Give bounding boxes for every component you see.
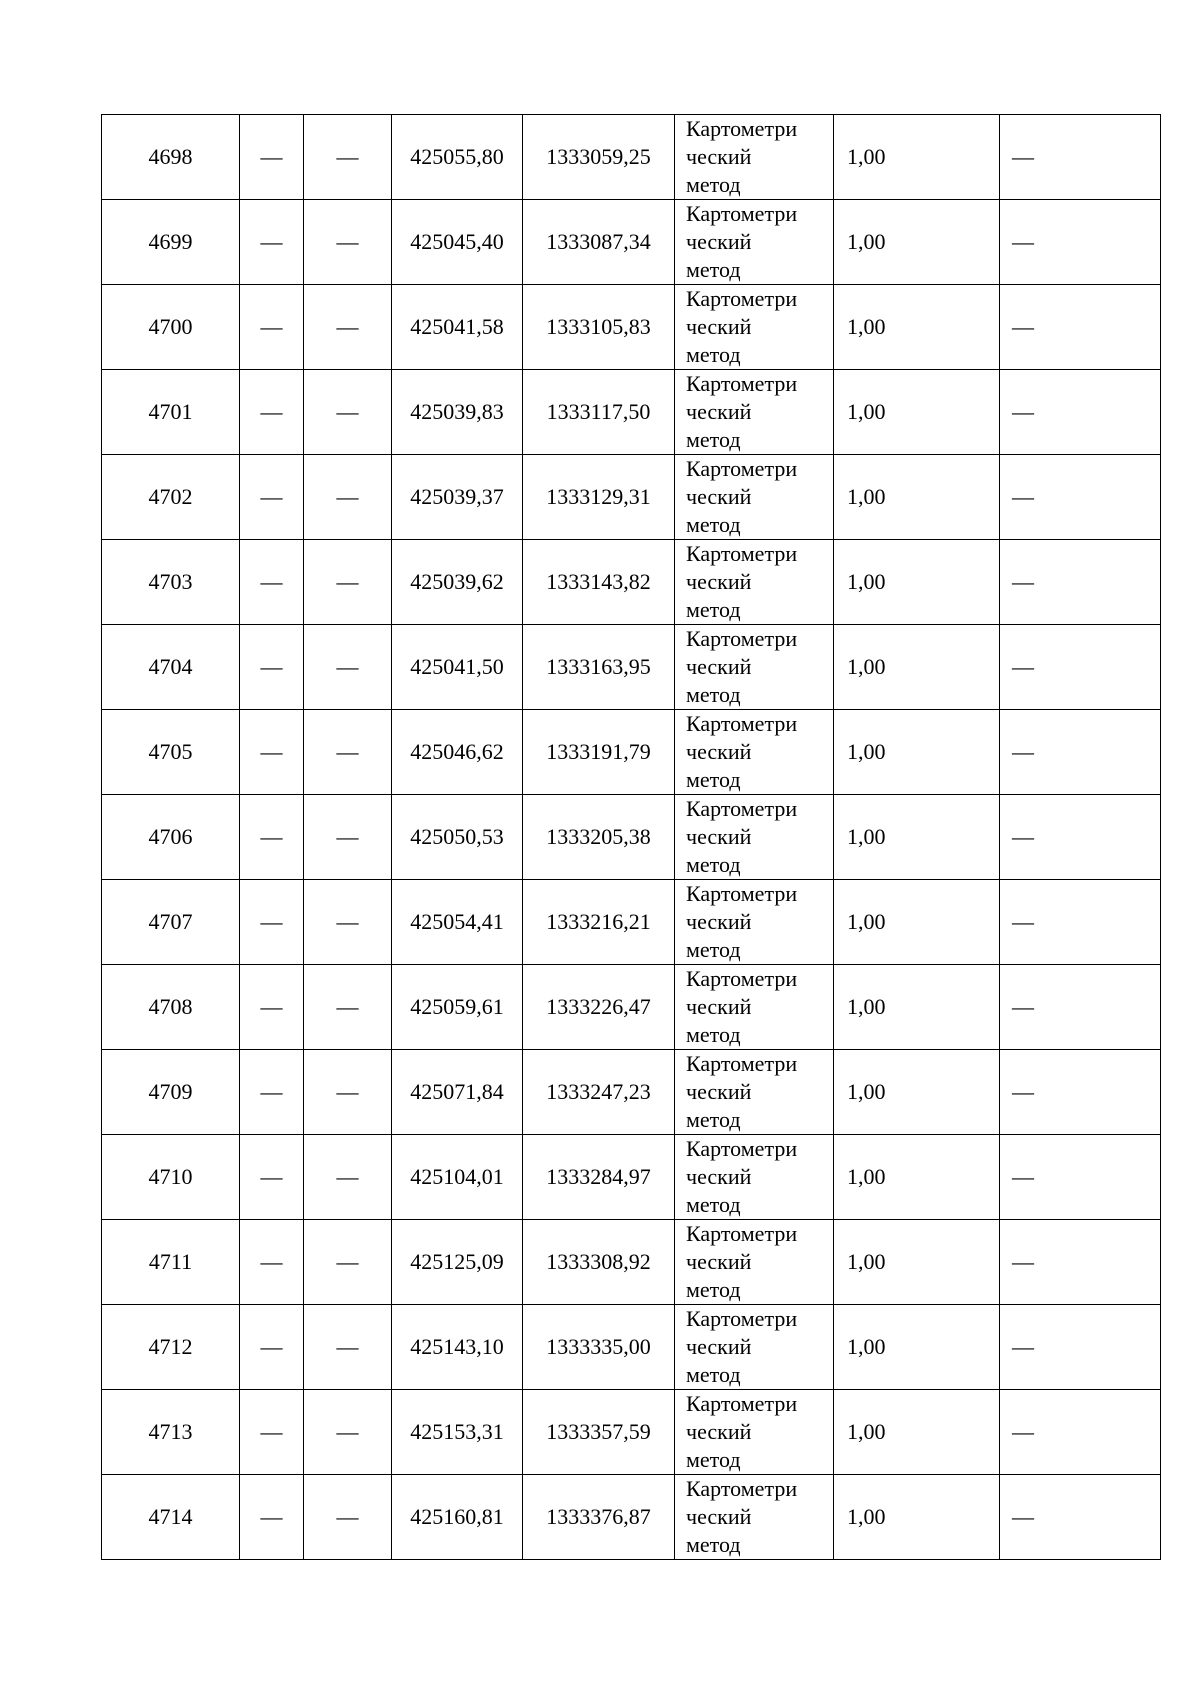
old-x-cell: — — [240, 115, 304, 200]
method-cell: Картометри ческий метод — [675, 710, 834, 795]
x-coordinate-cell: 425041,50 — [392, 625, 523, 710]
description-cell: — — [1000, 795, 1161, 880]
old-x-cell: — — [240, 1135, 304, 1220]
point-number-cell: 4706 — [102, 795, 240, 880]
table-row — [102, 1135, 1161, 1220]
old-y-cell: — — [304, 1390, 392, 1475]
y-coordinate-cell: 1333335,00 — [523, 1305, 675, 1390]
y-coordinate-cell: 1333216,21 — [523, 880, 675, 965]
old-y-cell: — — [304, 200, 392, 285]
old-x-cell: — — [240, 1390, 304, 1475]
description-cell: — — [1000, 1305, 1161, 1390]
point-number-cell: 4711 — [102, 1220, 240, 1305]
accuracy-cell: 1,00 — [834, 1050, 1000, 1135]
method-cell: Картометри ческий метод — [675, 1305, 834, 1390]
y-coordinate-cell: 1333308,92 — [523, 1220, 675, 1305]
description-cell: — — [1000, 115, 1161, 200]
accuracy-cell: 1,00 — [834, 710, 1000, 795]
method-cell: Картометри ческий метод — [675, 1050, 834, 1135]
accuracy-cell: 1,00 — [834, 880, 1000, 965]
method-cell: Картометри ческий метод — [675, 1390, 834, 1475]
old-x-cell: — — [240, 710, 304, 795]
description-cell: — — [1000, 200, 1161, 285]
point-number-cell: 4712 — [102, 1305, 240, 1390]
description-cell: — — [1000, 540, 1161, 625]
description-cell: — — [1000, 1390, 1161, 1475]
description-cell: — — [1000, 1220, 1161, 1305]
x-coordinate-cell: 425153,31 — [392, 1390, 523, 1475]
x-coordinate-cell: 425039,37 — [392, 455, 523, 540]
accuracy-cell: 1,00 — [834, 1390, 1000, 1475]
accuracy-cell: 1,00 — [834, 1220, 1000, 1305]
x-coordinate-cell: 425160,81 — [392, 1475, 523, 1560]
old-x-cell: — — [240, 965, 304, 1050]
description-cell: — — [1000, 625, 1161, 710]
y-coordinate-cell: 1333143,82 — [523, 540, 675, 625]
y-coordinate-cell: 1333284,97 — [523, 1135, 675, 1220]
x-coordinate-cell: 425055,80 — [392, 115, 523, 200]
accuracy-cell: 1,00 — [834, 795, 1000, 880]
method-cell: Картометри ческий метод — [675, 795, 834, 880]
point-number-cell: 4709 — [102, 1050, 240, 1135]
y-coordinate-cell: 1333226,47 — [523, 965, 675, 1050]
x-coordinate-cell: 425039,83 — [392, 370, 523, 455]
x-coordinate-cell: 425059,61 — [392, 965, 523, 1050]
old-x-cell: — — [240, 285, 304, 370]
method-cell: Картометри ческий метод — [675, 880, 834, 965]
accuracy-cell: 1,00 — [834, 1305, 1000, 1390]
accuracy-cell: 1,00 — [834, 370, 1000, 455]
y-coordinate-cell: 1333376,87 — [523, 1475, 675, 1560]
table-row — [102, 1475, 1161, 1560]
table-row — [102, 1050, 1161, 1135]
x-coordinate-cell: 425071,84 — [392, 1050, 523, 1135]
description-cell: — — [1000, 370, 1161, 455]
table-row — [102, 370, 1161, 455]
table-row — [102, 880, 1161, 965]
x-coordinate-cell: 425045,40 — [392, 200, 523, 285]
method-cell: Картометри ческий метод — [675, 200, 834, 285]
old-y-cell: — — [304, 455, 392, 540]
old-x-cell: — — [240, 1050, 304, 1135]
y-coordinate-cell: 1333163,95 — [523, 625, 675, 710]
method-cell: Картометри ческий метод — [675, 285, 834, 370]
x-coordinate-cell: 425104,01 — [392, 1135, 523, 1220]
description-cell: — — [1000, 1050, 1161, 1135]
y-coordinate-cell: 1333191,79 — [523, 710, 675, 795]
method-cell: Картометри ческий метод — [675, 455, 834, 540]
point-number-cell: 4710 — [102, 1135, 240, 1220]
table-row — [102, 455, 1161, 540]
description-cell: — — [1000, 285, 1161, 370]
method-cell: Картометри ческий метод — [675, 115, 834, 200]
old-x-cell: — — [240, 540, 304, 625]
old-x-cell: — — [240, 795, 304, 880]
table-body — [102, 115, 1161, 1560]
old-x-cell: — — [240, 370, 304, 455]
point-number-cell: 4703 — [102, 540, 240, 625]
table-row — [102, 285, 1161, 370]
y-coordinate-cell: 1333357,59 — [523, 1390, 675, 1475]
x-coordinate-cell: 425039,62 — [392, 540, 523, 625]
old-x-cell: — — [240, 455, 304, 540]
y-coordinate-cell: 1333087,34 — [523, 200, 675, 285]
table-row — [102, 1305, 1161, 1390]
point-number-cell: 4698 — [102, 115, 240, 200]
point-number-cell: 4699 — [102, 200, 240, 285]
point-number-cell: 4707 — [102, 880, 240, 965]
old-y-cell: — — [304, 880, 392, 965]
description-cell: — — [1000, 1475, 1161, 1560]
description-cell: — — [1000, 1135, 1161, 1220]
old-y-cell: — — [304, 370, 392, 455]
y-coordinate-cell: 1333117,50 — [523, 370, 675, 455]
accuracy-cell: 1,00 — [834, 1135, 1000, 1220]
old-y-cell: — — [304, 540, 392, 625]
accuracy-cell: 1,00 — [834, 540, 1000, 625]
y-coordinate-cell: 1333105,83 — [523, 285, 675, 370]
old-y-cell: — — [304, 1220, 392, 1305]
old-y-cell: — — [304, 795, 392, 880]
method-cell: Картометри ческий метод — [675, 1475, 834, 1560]
description-cell: — — [1000, 880, 1161, 965]
accuracy-cell: 1,00 — [834, 200, 1000, 285]
point-number-cell: 4701 — [102, 370, 240, 455]
old-x-cell: — — [240, 1220, 304, 1305]
description-cell: — — [1000, 710, 1161, 795]
old-y-cell: — — [304, 1305, 392, 1390]
accuracy-cell: 1,00 — [834, 115, 1000, 200]
method-cell: Картометри ческий метод — [675, 965, 834, 1050]
old-y-cell: — — [304, 1135, 392, 1220]
point-number-cell: 4705 — [102, 710, 240, 795]
description-cell: — — [1000, 965, 1161, 1050]
point-number-cell: 4714 — [102, 1475, 240, 1560]
x-coordinate-cell: 425046,62 — [392, 710, 523, 795]
old-y-cell: — — [304, 625, 392, 710]
old-y-cell: — — [304, 965, 392, 1050]
old-y-cell: — — [304, 710, 392, 795]
x-coordinate-cell: 425054,41 — [392, 880, 523, 965]
method-cell: Картометри ческий метод — [675, 1220, 834, 1305]
table-row — [102, 200, 1161, 285]
old-y-cell: — — [304, 115, 392, 200]
x-coordinate-cell: 425041,58 — [392, 285, 523, 370]
y-coordinate-cell: 1333247,23 — [523, 1050, 675, 1135]
old-x-cell: — — [240, 1305, 304, 1390]
x-coordinate-cell: 425050,53 — [392, 795, 523, 880]
x-coordinate-cell: 425125,09 — [392, 1220, 523, 1305]
table-row — [102, 795, 1161, 880]
method-cell: Картометри ческий метод — [675, 540, 834, 625]
y-coordinate-cell: 1333129,31 — [523, 455, 675, 540]
point-number-cell: 4713 — [102, 1390, 240, 1475]
table-row — [102, 1390, 1161, 1475]
point-number-cell: 4700 — [102, 285, 240, 370]
old-x-cell: — — [240, 625, 304, 710]
y-coordinate-cell: 1333205,38 — [523, 795, 675, 880]
accuracy-cell: 1,00 — [834, 455, 1000, 540]
old-x-cell: — — [240, 880, 304, 965]
point-number-cell: 4708 — [102, 965, 240, 1050]
accuracy-cell: 1,00 — [834, 285, 1000, 370]
table-row — [102, 540, 1161, 625]
old-y-cell: — — [304, 1475, 392, 1560]
x-coordinate-cell: 425143,10 — [392, 1305, 523, 1390]
coordinates-table — [101, 114, 1161, 1560]
accuracy-cell: 1,00 — [834, 965, 1000, 1050]
table-row — [102, 115, 1161, 200]
method-cell: Картометри ческий метод — [675, 370, 834, 455]
accuracy-cell: 1,00 — [834, 1475, 1000, 1560]
method-cell: Картометри ческий метод — [675, 625, 834, 710]
y-coordinate-cell: 1333059,25 — [523, 115, 675, 200]
table-row — [102, 965, 1161, 1050]
method-cell: Картометри ческий метод — [675, 1135, 834, 1220]
description-cell: — — [1000, 455, 1161, 540]
table-row — [102, 710, 1161, 795]
old-y-cell: — — [304, 285, 392, 370]
table-row — [102, 625, 1161, 710]
accuracy-cell: 1,00 — [834, 625, 1000, 710]
old-x-cell: — — [240, 1475, 304, 1560]
old-x-cell: — — [240, 200, 304, 285]
old-y-cell: — — [304, 1050, 392, 1135]
table-row — [102, 1220, 1161, 1305]
point-number-cell: 4702 — [102, 455, 240, 540]
point-number-cell: 4704 — [102, 625, 240, 710]
